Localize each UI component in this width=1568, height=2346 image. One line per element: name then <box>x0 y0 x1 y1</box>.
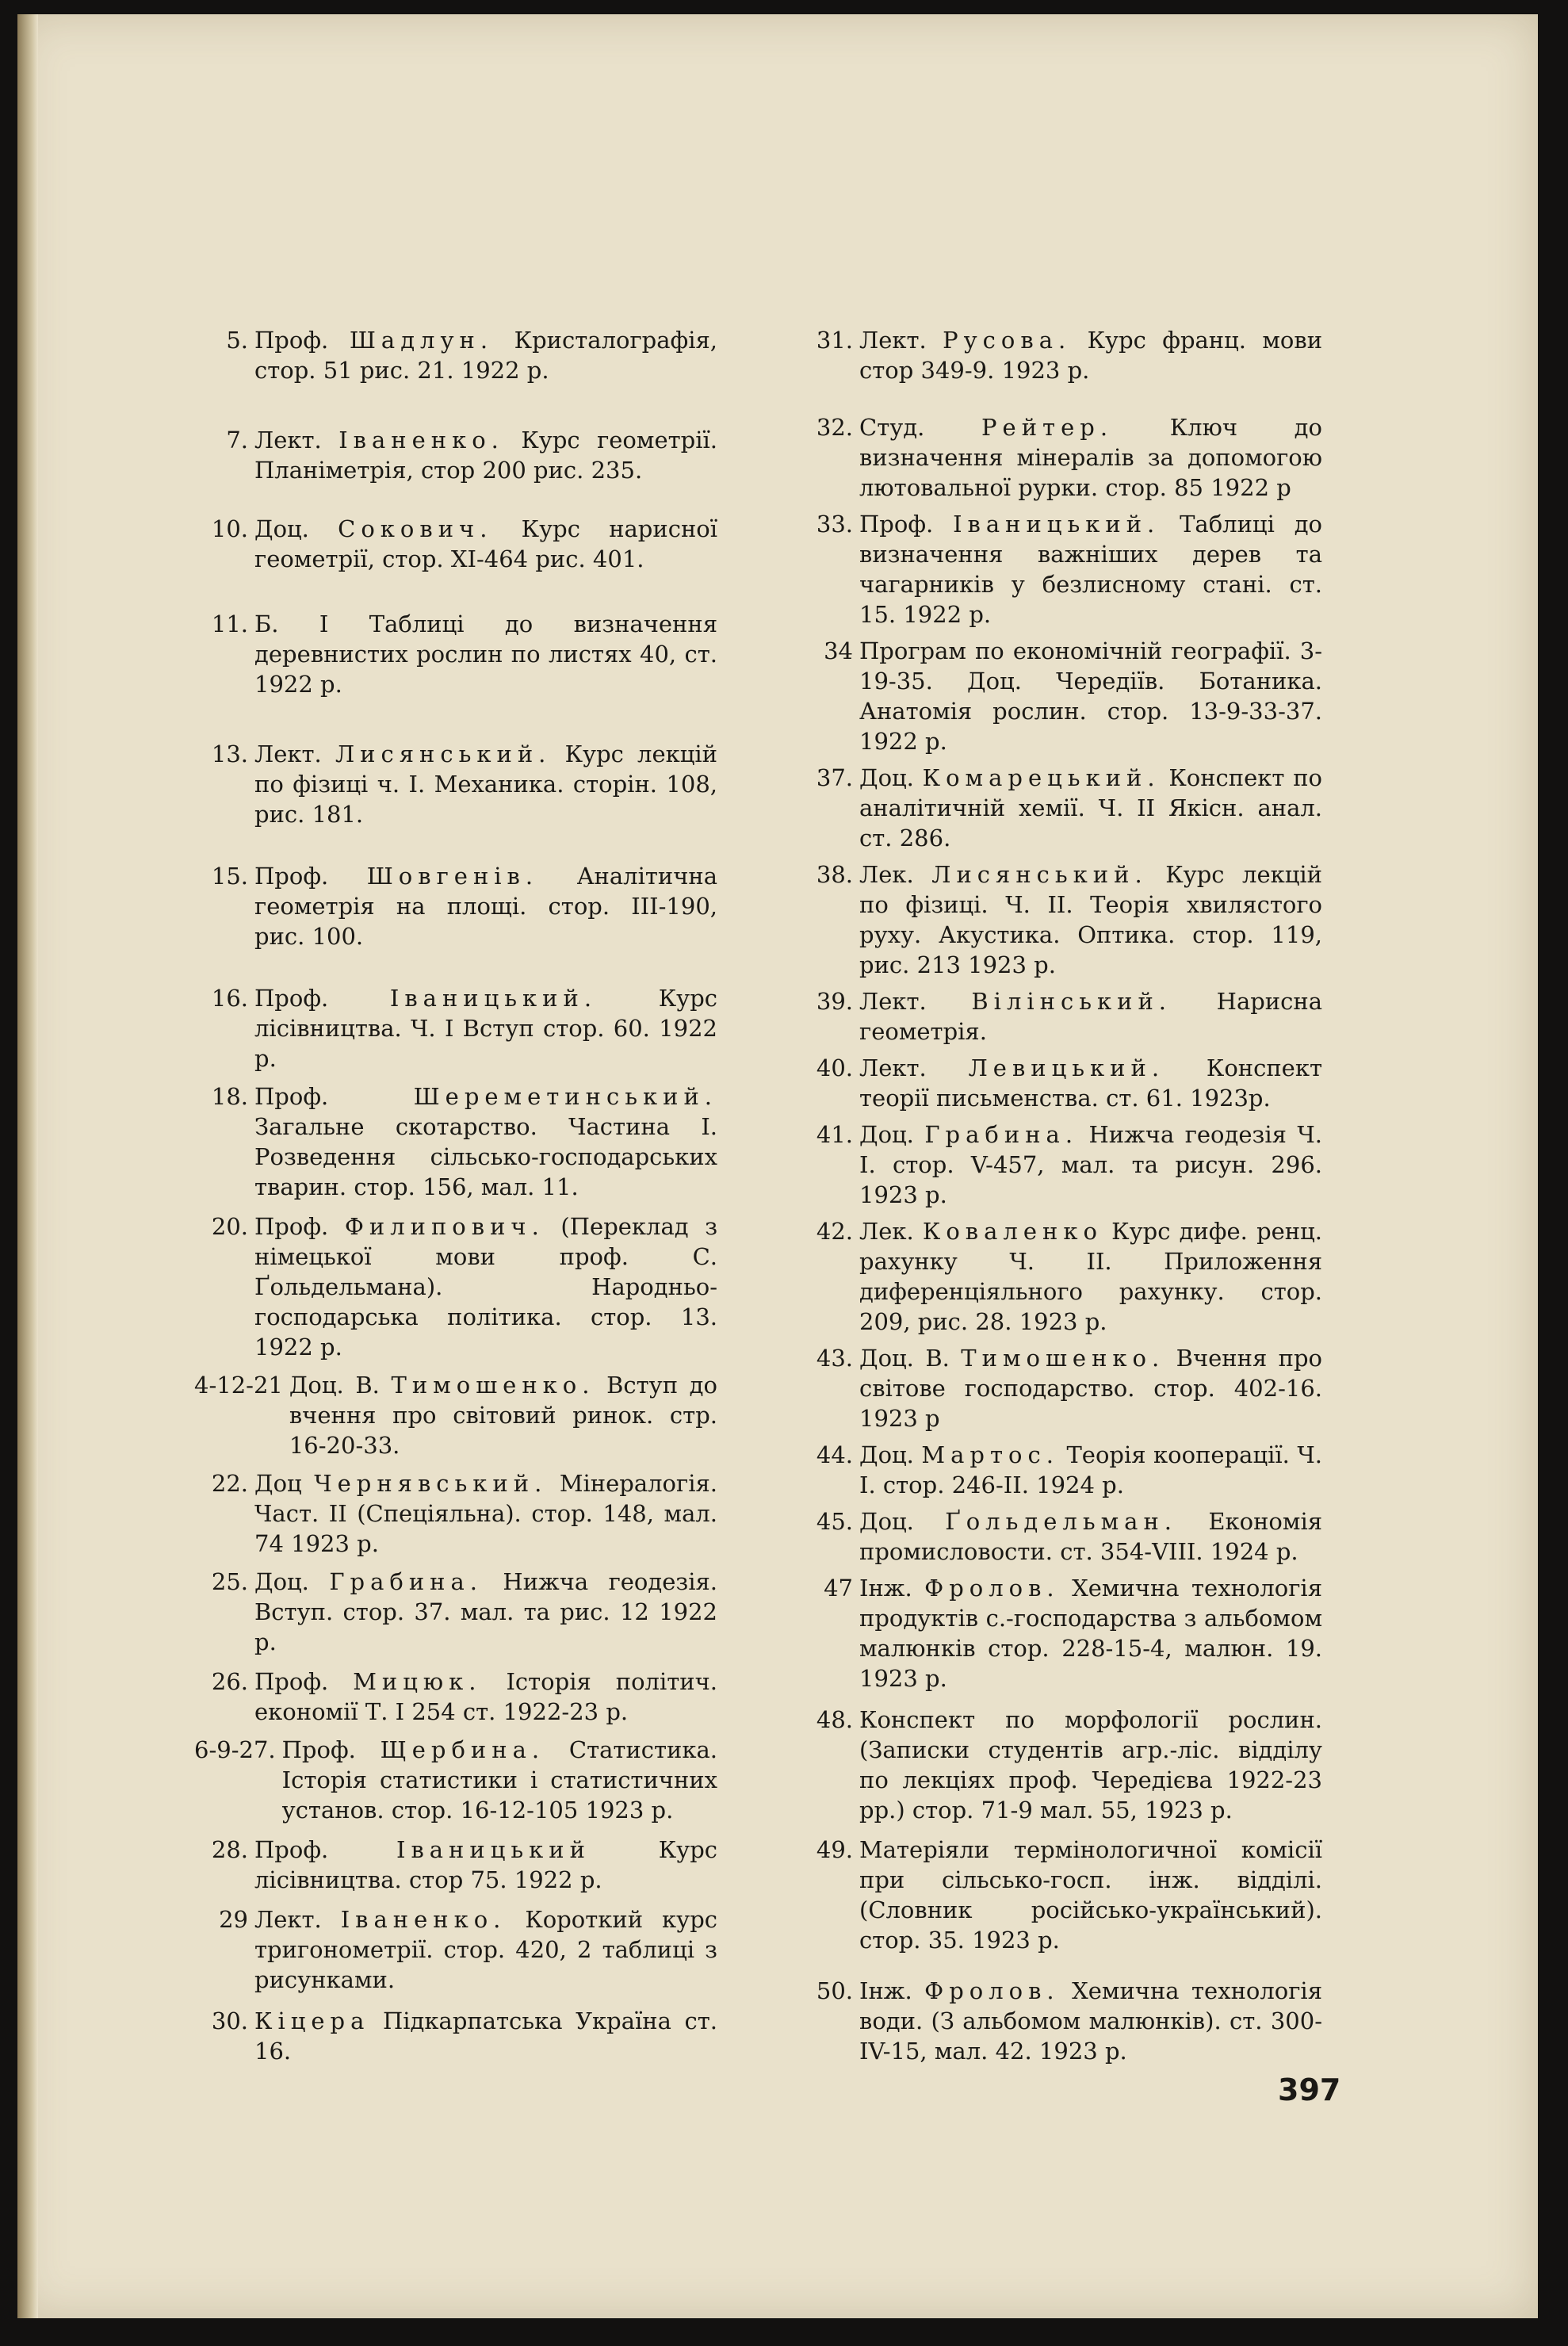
entry-text: Проф. Щербина. Статистика. Історія статистики і статистичних установ. стор. 16-12-105 1923 р. <box>281 1736 718 1824</box>
list-item <box>799 986 1322 1047</box>
entry-number: 42. <box>816 1218 853 1245</box>
entry-number: 38. <box>816 861 853 888</box>
entry-number: 11. <box>211 610 248 637</box>
entry-number: 45. <box>816 1508 853 1535</box>
entry-text: Інж. Фролов. Хемична технологія води. (З альбомом малюнків). ст. 300-IV-15, мал. 42. 1923 р. <box>859 1977 1323 2065</box>
entry-text: Проф. Филипович. (Переклад з німецької мови проф. С. Ґольдельмана). Народньо-господарська політика. стор. 13. 1922 р. <box>254 1213 718 1361</box>
list-item <box>799 1835 1322 1955</box>
entry-text: Програм по економічній географії. 3-19-35. Доц. Чередіїв. Ботаника. Анатомія рослин. стор. 13-9-33-37. 1922 р. <box>859 637 1322 755</box>
entry-text: Доц. Грабина. Нижча геодезія Ч. І. стор. V-457, мал. та рисун. 296. 1923 р. <box>859 1121 1323 1208</box>
entry-number: 18. <box>211 1083 248 1110</box>
list-item <box>194 2006 717 2066</box>
entry-number: 29 <box>219 1906 248 1933</box>
entry-number: 4-12-21 <box>194 1372 283 1399</box>
list-item <box>194 1370 717 1460</box>
entry-number: 37. <box>816 764 853 791</box>
entry-text: Доц. Мартос. Теорія кооперації. Ч. І. стор. 246-ІІ. 1924 р. <box>859 1441 1323 1498</box>
list-item <box>194 983 717 1073</box>
entry-text: Проф. Шереметинський. Загальне скотарство. Частина І. Розведення сільсько-господарських тварин. стор. 156, мал. 11. <box>254 1083 717 1200</box>
list-item <box>194 325 717 385</box>
list-item <box>799 636 1322 756</box>
entry-text: Доц. Грабина. Нижча геодезія. Вступ. стор. 37. мал. та рис. 12 1922 р. <box>254 1568 718 1655</box>
page-number: 397 <box>1278 2072 1341 2107</box>
list-item <box>194 1081 717 1202</box>
entry-text: Лект. Русова. Курс франц. мови стор 349-9. 1923 р. <box>859 327 1323 384</box>
entry-text: Лек. Коваленко Курс дифе. ренц. рахунку Ч. ІІ. Приложення диференціяльного рахунку. стор. 209, рис. 28. 1923 р. <box>859 1218 1322 1335</box>
entry-text: Доц. Ґольдельман. Економія промисловости. ст. 354-VIII. 1924 р. <box>859 1508 1323 1565</box>
list-item <box>799 325 1322 385</box>
list-item <box>799 859 1322 980</box>
list-item <box>194 1904 717 1995</box>
entry-number: 7. <box>226 427 248 454</box>
entry-text: Студ. Рейтер. Ключ до визначення мінералів за допомогою лютовальної рурки. стор. 85 1922 р <box>859 414 1322 501</box>
entry-text: Лект. Вілінський. Нарисна геометрія. <box>859 988 1322 1045</box>
entry-text: Матеріяли термінологичної комісії при сільсько-госп. інж. відділі. (Словник російсько-український). стор. 35. 1923 р. <box>859 1836 1322 1954</box>
entry-text: Кіцера Підкарпатська Україна ст. 16. <box>254 2007 717 2065</box>
entry-text: Б. І Таблиці до визначення деревнистих рослин по листях 40, ст. 1922 р. <box>254 610 717 698</box>
entry-number: 41. <box>816 1121 853 1148</box>
entry-text: Лект. Іваненко. Курс геометрії. Планіметрія, стор 200 рис. 235. <box>254 427 717 484</box>
list-item <box>799 1119 1322 1210</box>
entry-number: 5. <box>226 327 248 354</box>
list-item <box>799 1343 1322 1433</box>
entry-number: 32. <box>816 414 853 441</box>
entry-text: Проф. Іваницький. Курс лісівництва. Ч. І Вступ стор. 60. 1922 р. <box>254 985 717 1072</box>
entry-text: Проф. Іваницький. Таблиці до визначення важніших дерев та чагарників у безлисному стані. ст. 15. 1922 р. <box>859 511 1323 628</box>
entry-number: 6-9-27. <box>194 1736 276 1763</box>
list-item <box>799 1216 1322 1337</box>
list-item <box>799 1506 1322 1567</box>
entry-number: 22. <box>211 1470 248 1497</box>
list-item <box>799 1053 1322 1113</box>
entry-number: 40. <box>816 1054 853 1081</box>
list-item <box>194 1835 717 1895</box>
entry-text: Проф. Іваницький Курс лісівництва. стор 75. 1922 р. <box>254 1836 717 1893</box>
list-item <box>799 509 1322 630</box>
entry-number: 15. <box>211 863 248 890</box>
list-item <box>194 1735 717 1825</box>
list-item <box>194 609 717 699</box>
list-item <box>194 739 717 829</box>
list-item <box>799 1573 1322 1693</box>
entry-text: Проф. Шадлун. Кристалографія, стор. 51 рис. 21. 1922 р. <box>254 327 717 384</box>
entry-text: Доц Чернявський. Мінералогія. Част. II (Спеціяльна). стор. 148, мал. 74 1923 р. <box>254 1470 717 1557</box>
page-spine-shadow <box>17 14 38 2318</box>
entry-number: 10. <box>211 515 248 542</box>
entry-number: 43. <box>816 1345 853 1372</box>
entry-text: Проф. Мицюк. Історія політич. економії Т. І 254 ст. 1922-23 р. <box>254 1668 717 1725</box>
entry-number: 39. <box>816 988 853 1015</box>
list-item <box>194 1468 717 1559</box>
list-item <box>799 1440 1322 1500</box>
list-item <box>194 1567 717 1657</box>
entry-text: Проф. Шовгенів. Аналітична геометрія на площі. стор. III-190, рис. 100. <box>254 863 718 950</box>
entry-number: 50. <box>816 1977 853 2004</box>
list-item <box>799 1705 1322 1825</box>
entry-text: Доц. Сокович. Курс нарисної геометрії, стор. XI-464 рис. 401. <box>254 515 718 572</box>
entry-number: 34 <box>824 637 853 664</box>
entry-number: 44. <box>816 1441 853 1468</box>
entry-number: 13. <box>211 741 248 767</box>
list-item <box>194 1667 717 1727</box>
right-column <box>799 325 1322 2066</box>
entry-number: 49. <box>816 1836 853 1863</box>
entry-number: 25. <box>211 1568 248 1595</box>
entry-text: Доц. Комарецький. Конспект по аналітичній хемії. Ч. ІІ Якісн. анал. ст. 286. <box>859 764 1322 852</box>
entry-number: 20. <box>211 1213 248 1240</box>
entry-text: Лект. Лисянський. Курс лекцій по фізиці ч. І. Механика. сторін. 108, рис. 181. <box>254 741 718 828</box>
list-item <box>799 412 1322 503</box>
list-item <box>799 1976 1322 2066</box>
entry-text: Лект. Іваненко. Короткий курс тригонометрії. стор. 420, 2 таблиці з рисунками. <box>254 1906 718 1993</box>
entry-text: Доц. В. Тимошенко. Вступ до вчення про світовий ринок. стр. 16-20-33. <box>289 1372 717 1459</box>
entry-number: 30. <box>211 2007 248 2034</box>
entry-number: 33. <box>816 511 853 538</box>
list-item <box>799 763 1322 853</box>
entry-text: Конспект по морфології рослин. (Записки студентів агр.-ліс. відділу по лекціях проф. Чередієва 1922-23 рр.) стор. 71-9 мал. 55, 1923 р. <box>859 1706 1322 1824</box>
entry-number: 48. <box>816 1706 853 1733</box>
list-item <box>194 861 717 951</box>
entry-number: 28. <box>211 1836 248 1863</box>
left-column <box>194 325 717 2066</box>
entry-text: Лект. Левицький. Конспект теорії письменства. ст. 61. 1923р. <box>859 1054 1323 1112</box>
entry-text: Доц. В. Тимошенко. Вчення про світове господарство. стор. 402-16. 1923 р <box>859 1345 1323 1432</box>
entry-text: Лек. Лисянський. Курс лекцій по фізиці. Ч. ІІ. Теорія хвилястого руху. Акустика. Оптика. стор. 119, рис. 213 1923 р. <box>859 861 1323 978</box>
entry-text: Інж. Фролов. Хемична технологія продуктів с.-господарства з альбомом малюнків стор. 228-15-4, малюн. 19. 1923 р. <box>859 1575 1323 1692</box>
entry-number: 16. <box>211 985 248 1012</box>
list-item <box>194 425 717 485</box>
entry-number: 31. <box>816 327 853 354</box>
list-item <box>194 514 717 574</box>
book-page <box>17 14 1538 2318</box>
list-item <box>194 1211 717 1362</box>
entry-number: 26. <box>211 1668 248 1695</box>
entry-number: 47 <box>824 1575 853 1602</box>
